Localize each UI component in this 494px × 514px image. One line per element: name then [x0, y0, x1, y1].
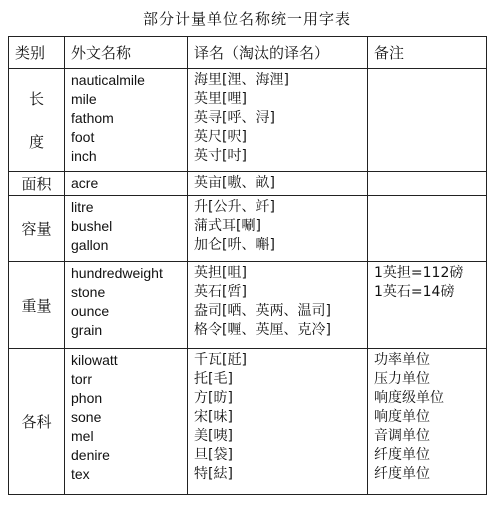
note-text: 压力单位	[374, 371, 430, 387]
foreign-name: kilowatt	[71, 352, 118, 368]
foreign-name: torr	[71, 371, 92, 387]
translation: 英石[啠]	[194, 284, 247, 300]
foreign-name: tex	[71, 466, 90, 482]
header-category: 类别	[9, 37, 65, 69]
translation: 升[公升、竏]	[194, 199, 275, 215]
foreign-name-cell	[65, 172, 188, 196]
page-title: 部分计量单位名称统一用字表	[142, 10, 351, 28]
foreign-name-cell	[65, 349, 188, 495]
foreign-name: denire	[71, 447, 110, 463]
table-row	[9, 262, 487, 349]
foreign-name: litre	[71, 199, 94, 215]
translation: 英里[哩]	[194, 91, 247, 107]
notes-cell	[368, 69, 487, 172]
foreign-name: sone	[71, 409, 102, 425]
translation: 特[紶]	[194, 466, 233, 482]
category-cell	[9, 349, 65, 495]
note-text: 纤度单位	[374, 447, 430, 463]
foreign-name: stone	[71, 284, 106, 300]
translation: 加仑[呏、嘝]	[194, 237, 275, 253]
translation: 托[毛]	[194, 371, 233, 387]
table-row	[9, 172, 487, 196]
header-translation: 译名（淘汰的译名）	[188, 37, 368, 69]
translation: 格令[喱、英厘、克冷]	[194, 322, 331, 338]
foreign-name: mel	[71, 428, 94, 444]
translation: 方[昉]	[194, 390, 233, 406]
translation-cell	[188, 262, 368, 349]
foreign-name: foot	[71, 129, 95, 145]
header-notes: 备注	[368, 37, 487, 69]
table-row	[9, 349, 487, 495]
translation: 千瓦[瓩]	[194, 352, 247, 368]
note-text: 响度单位	[374, 409, 430, 425]
translation: 英尺[呎]	[194, 129, 247, 145]
note-text: 功率单位	[374, 352, 430, 368]
unit-table	[8, 36, 487, 495]
category-cell	[9, 69, 65, 172]
category-text: 重量	[21, 296, 52, 315]
note-text: 纤度单位	[374, 466, 430, 482]
note-text: 音调单位	[374, 428, 430, 444]
translation: 英寻[呼、浔]	[194, 110, 275, 126]
category-cell	[9, 196, 65, 262]
foreign-name: gallon	[71, 237, 109, 253]
category-text: 长	[28, 90, 44, 108]
foreign-name: nauticalmile	[71, 72, 145, 88]
translation: 英亩[嗷、畝]	[194, 175, 275, 191]
header-foreign-name: 外文名称	[65, 37, 188, 69]
category-text: 容量	[21, 220, 52, 238]
foreign-name: bushel	[71, 218, 113, 234]
foreign-name: inch	[71, 148, 97, 164]
header-row	[9, 37, 487, 69]
translation: 英担[咀]	[194, 265, 247, 281]
translation: 英寸[吋]	[194, 148, 247, 164]
notes-cell	[368, 349, 487, 495]
foreign-name: fathom	[71, 110, 114, 126]
note-text: 1英石=14磅	[374, 284, 455, 300]
notes-cell	[368, 172, 487, 196]
foreign-name: mile	[71, 91, 97, 107]
table-row	[9, 69, 487, 172]
category-text: 度	[28, 133, 44, 151]
foreign-name-cell	[65, 196, 188, 262]
notes-cell	[368, 262, 487, 349]
translation: 海里[浬、海浬]	[194, 72, 289, 88]
translation-cell	[188, 349, 368, 495]
translation: 旦[袋]	[194, 447, 233, 463]
translation-cell	[188, 196, 368, 262]
translation: 蒲式耳[唰]	[194, 218, 261, 234]
foreign-name: hundredweight	[71, 265, 163, 281]
translation: 宋[味]	[194, 409, 233, 425]
note-text: 1英担=112磅	[374, 265, 464, 281]
translation-cell	[188, 172, 368, 196]
category-cell	[9, 172, 65, 196]
translation-cell	[188, 69, 368, 172]
table-row	[9, 196, 487, 262]
translation: 盎司[哂、英两、温司]	[194, 303, 331, 319]
category-cell	[9, 262, 65, 349]
foreign-name: grain	[71, 322, 103, 338]
translation: 美[咦]	[194, 428, 233, 444]
notes-cell	[368, 196, 487, 262]
foreign-name-cell	[65, 262, 188, 349]
foreign-name: ounce	[71, 303, 110, 319]
foreign-name: phon	[71, 390, 103, 406]
category-text: 各科	[21, 413, 52, 431]
category-text: 面积	[21, 175, 52, 193]
note-text: 响度级单位	[374, 390, 444, 406]
foreign-name-cell	[65, 69, 188, 172]
foreign-name: acre	[71, 175, 99, 191]
